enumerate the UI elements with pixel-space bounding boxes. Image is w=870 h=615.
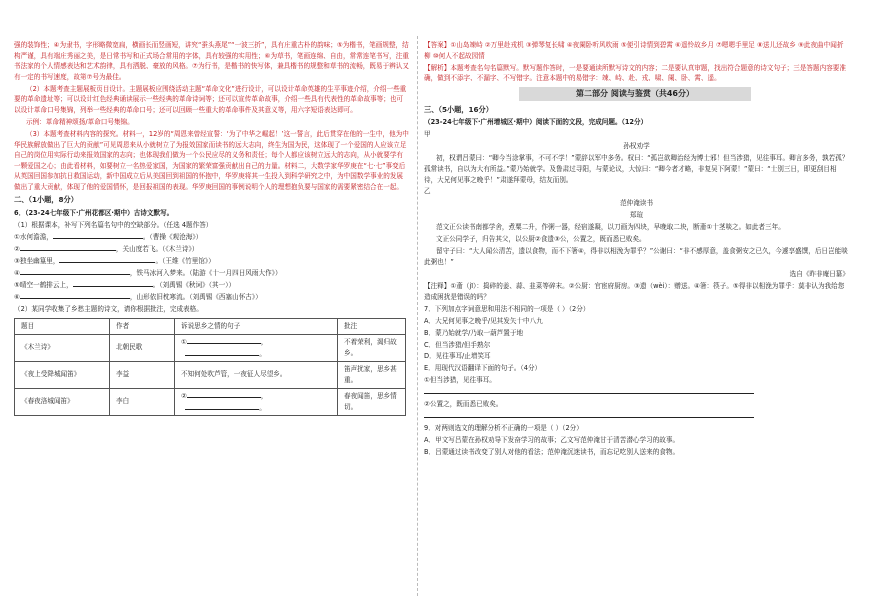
blank-line-row: ② ， — [181, 391, 268, 400]
column-divider — [417, 36, 418, 596]
answer-explanation-3: （3）本题考查材料内容的探究。材料一，12岁的“周恩来曾经宣誓：‘为了中华之崛起！’这一誓言，此后贯穿在他的一生中，他为中华民族解放做出了巨大的贡献”可见周恩来从小就树立了为报效国家而读书的远大志向，终生为国为民，这体现了一个爱国的人应该立足自己的岗位用实际行动来报效国家的志向；也体现我们做为一个公民应尽的义务和责任；每个人都应该树立远大的志向，从小就要学有一颗爱国之心；由此看材料，如要树立一名热爱家国，为国家的繁荣富强贡献出自己的力量。材料二，大数学家华罗庚在“七·七”事变后从英国回国参加抗日救国运动，新中国成立后从美国回到祖国的怀抱中，华罗庚将其一生投入到科学研究之中，为中国数学事业的发展做出了重大贡献，体现了他的爱国情怀，是回报祖国的表现。华罗庚回国的事例说明个人的理想抱负要与国家的需要紧密结合在一起。 — [14, 129, 409, 191]
passage-b-label: 乙 — [424, 187, 431, 196]
fill-blank-lines — [14, 232, 409, 303]
blank-line-row: 。 — [181, 348, 331, 360]
answer-explanation-2: （2）本题考查主题展板页目设计。主题展板应围绕活动主题“革命文化”进行设计，可以设计革命英雄的生平事迹介绍，介绍一些重要的革命遗址等；可以设计红色经典诵读展示一些经典的革命诗词等；还可以宣传革命故事，介绍一些具有代表性的革命故事等；也可以设计革命口号集锦，列举一些经典的革命口号；还可以回顾一些重大的革命事件及其意义等，用六字短语表达即可。 — [14, 84, 407, 114]
passage-a-label: 甲 — [424, 130, 431, 139]
question-7-option-c[interactable]: C．但当涉猎/但手熟尔 — [424, 340, 491, 349]
table-cell-author: 李益 — [110, 361, 175, 388]
section-3-heading: 三、（5小题，16分） — [424, 104, 493, 114]
question-9: 9．对两则选文的理解分析不正确的一项是（ ）（2分） — [424, 424, 583, 433]
answer-example: 示例：革命精神颂扬/革命口号集锦。 — [26, 117, 134, 126]
table-header-cell: 批注 — [338, 318, 406, 334]
table-cell-author: 李白 — [110, 388, 175, 415]
table-cell-title: 《木兰诗》 — [15, 334, 110, 361]
question-8: E．用现代汉语翻译下面的句子。（4分） — [424, 364, 542, 373]
fill-line-suffix: ，山形依旧枕寒流。（刘禹锡《西塞山怀古》） — [129, 292, 262, 301]
part-2-banner: 第二部分 阅读与鉴赏（共46分） — [519, 87, 751, 101]
table-cell-note: 笛声扰家，思乡甚重。 — [338, 361, 406, 388]
fill-line-suffix: ，铁马冰河入梦来。（陆游《十一月四日风雨大作》） — [129, 269, 282, 277]
fill-line-prefix: ② — [14, 245, 20, 254]
blank-answer-field[interactable] — [20, 298, 130, 299]
blank-line-row: 。 — [181, 402, 331, 414]
answer-explanation-1: 强的装饰性；④为隶书，字形略微宽扁，横画长而竖画短，讲究“蚕头燕尾”“一波三折”，具有庄重古朴的韵味；⑤为楷书，笔画规整，结构严谨，具有端庄秀丽之美，是日常书写和正式场合常用的字体，具有较强的实用性；⑥为草书，笔画连绵、自由，常常连笔书写，注重书法家的个人情感表达和艺术韵律，具有洒脱、豪放的风格。⑦为行书，是楷书的快写体，兼具楷书的规整和草书的流畅，既易于辨认又有一定的书写速度，故第⑦号为最佳。 — [14, 41, 409, 81]
question-7-option-d[interactable]: D．见往事耳/止增笑耳 — [424, 352, 491, 361]
table-header-row — [15, 318, 406, 334]
table-row — [15, 388, 406, 415]
table-cell-sentence-blank — [175, 334, 338, 361]
table-header-cell: 作者 — [110, 318, 175, 334]
passage-b-para-1: 范文正公读书南都学舍，煮粟二升，作粥一器，经宿遂凝，以刀画为四块，早晚取二块，断齑①十茎啖之。如此者三年。 — [436, 223, 785, 232]
table-cell-sentence-blank — [175, 388, 338, 415]
blank-answer-field[interactable] — [185, 348, 259, 356]
question-8-sentence-1: ①但当涉猎，见往事耳。 — [424, 376, 496, 385]
blank-answer-field[interactable] — [53, 238, 143, 239]
question-7-option-a[interactable]: A．大兄何见事之晚乎/见其发矢十中八九 — [424, 316, 543, 325]
passage-a-title: 孙权劝学 — [623, 142, 650, 151]
blank-answer-field[interactable] — [187, 390, 261, 398]
fill-line-3 — [14, 256, 409, 267]
fill-line-prefix: ⑤晴空一鹤排云上， — [14, 280, 73, 289]
blank-answer-field[interactable] — [187, 336, 261, 344]
right-column — [424, 40, 849, 459]
question-6-title: 6．（23-24七年级下·广州花都区·期中）古诗文默写。 — [14, 209, 174, 218]
passage-b-title: 范仲淹读书 — [620, 199, 653, 208]
blank-line-row: ① ， — [181, 337, 268, 346]
blank-answer-field[interactable] — [20, 250, 116, 251]
fill-line-suffix: 。（曹操《观沧海》） — [142, 233, 203, 242]
annotation-notes: 【注释】①齑（jī）：捣碎的姜、蒜、韭菜等碎末。②公厨：官宦府厨房。③遗（wèi）：赠送。④箸：筷子。⑤得非以相浼为罪乎：莫非认为我给您造成困扰是错误的吗？ — [424, 281, 845, 301]
fill-line-5 — [14, 280, 409, 291]
question-8-sentence-2: ②公置之，既而悉已败矣。 — [424, 400, 503, 409]
blank-answer-field[interactable] — [59, 262, 155, 263]
fill-line-prefix: ③独坐幽篁里， — [14, 257, 60, 266]
table-row — [15, 334, 406, 361]
answer-line[interactable] — [424, 411, 849, 422]
question-9-option-b[interactable]: B．吕蒙通过读书改变了别人对他的看法；范仲淹沉迷读书，而忘记吃别人送来的食物。 — [424, 448, 680, 457]
table-header-cell: 诉说思乡之情的句子 — [175, 318, 338, 334]
fill-line-suffix: 。（王维《竹里馆》） — [155, 257, 215, 266]
question-6-part-2: （2）某同学收集了乡愁主题的诗文，请你根据批注，完成表格。 — [14, 304, 203, 313]
table-cell-author: 北朝民歌 — [110, 334, 175, 361]
question-7: 7．下列加点字词意思和用法不相同的一项是（ ）（2分） — [424, 304, 590, 313]
passage-a-text: 初，权谓吕蒙曰：“卿今当涂掌事，不可不学！”蒙辞以军中多务。权曰：“孤岂欲卿治经为博士邪！但当涉猎，见往事耳。卿言多务，孰若孤？孤常读书，自以为大有所益。”蒙乃始就学。及鲁肃过寻阳，与蒙论议，大惊曰：“卿今者才略，非复吴下阿蒙！”蒙曰：“士别三日，即更刮目相待，大兄何见事之晚乎！”肃遂拜蒙母，结友而别。 — [424, 154, 849, 184]
table-row — [15, 361, 406, 388]
blank-answer-field[interactable] — [20, 274, 130, 275]
fill-line-suffix: 。（刘禹锡《秋词》（其一）） — [152, 280, 236, 289]
table-cell-sentence: 不知何处吹芦管，一夜征人尽望乡。 — [175, 361, 338, 388]
fill-line-prefix: ①水何澹澹， — [14, 233, 53, 242]
table-cell-title: 《春夜洛城闻笛》 — [15, 388, 110, 415]
section-2-heading: 二、（1小题，8分） — [14, 195, 78, 205]
passage-b-source: 选自《昨非庵日纂》 — [789, 269, 849, 278]
blank-answer-field[interactable] — [73, 286, 153, 287]
left-column — [14, 40, 409, 416]
analysis-block: 【解析】本题考查名句名篇默写。默写题作答时，一是要通读所默写诗文的内容；二是要认真审题，找出符合题意的诗文句子；三是答题内容要准确，做到不添字、不漏字、不写错字。注意本题中的易错字：竦、峙、赴、戎、啸、阑、卧、霄、遥。 — [424, 63, 846, 83]
question-6-part-1: （1）根据课本，补写下列名篇名句中的空缺部分。（任选 4题作答） — [14, 221, 213, 230]
homesick-poem-table — [14, 318, 406, 416]
fill-line-prefix: ⑥ — [14, 292, 20, 301]
fill-line-2 — [14, 244, 409, 255]
fill-line-prefix: ④ — [14, 269, 20, 277]
passage-b-para-3: 留守子曰：“大人闻公清苦，遗以食物，而不下箸④，得非以相浼为罪乎？”公谢曰：“非不感厚意，盖食粥安之已久，今遽享盛馔，后日岂能啖此粥也！” — [424, 247, 848, 266]
reading-question-title: （23-24七年级下·广州增城区·期中）阅读下面的文段，完成问题。（12分） — [424, 118, 648, 127]
table-cell-note: 不着荣利，渴归故乡。 — [338, 334, 406, 361]
fill-line-4 — [14, 268, 409, 279]
blank-answer-field[interactable] — [185, 402, 259, 410]
table-cell-title: 《夜上受降城闻笛》 — [15, 361, 110, 388]
answer-block: 【答案】①山岛竦峙 ②万里赴戎机 ③弹琴复长啸 ④夜阑卧听风吹雨 ⑤便引诗情到碧霄 ⑥遥怜故乡月 ⑦嗯嗯手里足 ⑧送儿还故乡 ⑨此夜曲中闻折柳 ⑩何人不起故园情 — [424, 41, 844, 60]
fill-line-suffix: ，关山度若飞。（《木兰诗》） — [115, 245, 199, 254]
question-9-option-a[interactable]: A．甲文写吕蒙在孙权劝导下发奋学习的故事；乙文写范仲淹甘于清苦潜心学习的故事。 — [424, 436, 680, 445]
answer-line[interactable] — [424, 387, 849, 398]
fill-line-6 — [14, 292, 409, 303]
passage-b-author: 郑瑄 — [629, 211, 644, 220]
table-header-cell: 题目 — [15, 318, 110, 334]
table-cell-note: 春夜闻笛，思乡情切。 — [338, 388, 406, 415]
fill-line-1 — [14, 232, 409, 243]
passage-b-para-2: 文正公同学子，归告其父，以公厨②食遗③公，公置之，既而悉已败矣。 — [436, 235, 646, 244]
question-7-option-b[interactable]: B．蒙乃始就学/乃取一葫芦置于地 — [424, 328, 524, 337]
